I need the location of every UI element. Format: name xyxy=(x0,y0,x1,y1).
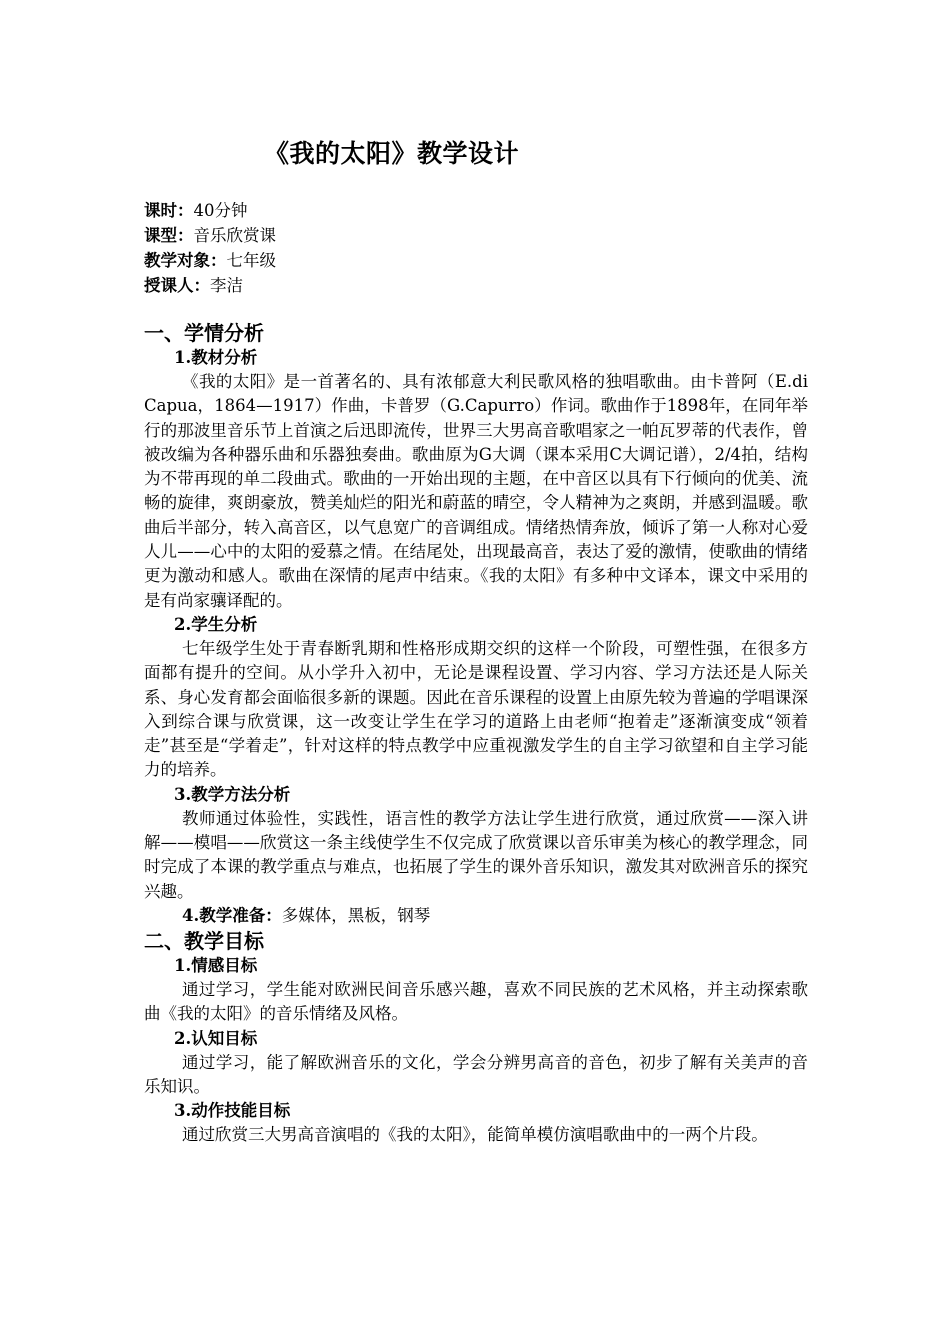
teaching-preparation-label: 4.教学准备： xyxy=(182,905,282,925)
section-heading-objectives: 二、教学目标 xyxy=(144,928,264,953)
paragraph-emotional-goal: 通过学习，学生能对欧洲民间音乐感兴趣，喜欢不同民族的艺术风格，并主动探索歌曲《我的太阳》的音乐情绪及风格。 xyxy=(144,979,808,1024)
meta-teacher xyxy=(144,273,808,298)
paragraph-material-analysis: 《我的太阳》是一首著名的、具有浓郁意大利民歌风格的独唱歌曲。由卡普阿（E.di Capua，1864—1917）作曲，卡普罗（G.Capurro）作词。歌曲作于1898年，在同年举行的那波里音乐节上首演之后迅即流传，世界三大男高音歌唱家之一帕瓦罗蒂的代表作，曾被改编为各种器乐曲和乐器独奏曲。歌曲原为G大调（课本采用C大调记谱），2/4拍，结构为不带再现的单二段曲式。歌曲的一开始出现的主题，在中音区以具有下行倾向的优美、流畅的旋律，爽朗豪放，赞美灿烂的阳光和蔚蓝的晴空，令人精神为之爽朗，并感到温暖。歌曲后半部分，转入高音区，以气息宽广的音调组成。情绪热情奔放，倾诉了第一人称对心爱人儿——心中的太阳的爱慕之情。在结尾处，出现最高音，表达了爱的激情，使歌曲的情绪更为激动和感人。歌曲在深情的尾声中结束。《我的太阳》有多种中文译本，课文中采用的是有尚家骧译配的。 xyxy=(144,372,808,610)
sub-heading-emotional-goal: 1.情感目标 xyxy=(174,955,258,975)
meta-value: 七年级 xyxy=(226,251,276,270)
sub-heading-method-analysis: 3.教学方法分析 xyxy=(174,784,291,804)
paragraph-skill-goal: 通过欣赏三大男高音演唱的《我的太阳》，能简单模仿演唱歌曲中的一两个片段。 xyxy=(182,1125,768,1145)
sub-heading-student-analysis: 2.学生分析 xyxy=(174,614,258,634)
meta-class-type xyxy=(144,223,808,248)
meta-key: 课型： xyxy=(144,226,194,245)
teaching-preparation xyxy=(144,904,808,928)
sub-heading-cognitive-goal: 2.认知目标 xyxy=(174,1028,258,1048)
sub-heading-material-analysis: 1.教材分析 xyxy=(174,348,258,367)
section-heading-analysis: 一、学情分析 xyxy=(144,321,264,345)
paragraph-method-analysis: 教师通过体验性，实践性，语言性的教学方法让学生进行欣赏，通过欣赏——深入讲解——模唱——欣赏这一条主线使学生不仅完成了欣赏课以音乐审美为核心的教学理念，同时完成了本课的教学重点与难点，也拓展了学生的课外音乐知识，激发其对欧洲音乐的探究兴趣。 xyxy=(144,808,808,901)
meta-value: 李洁 xyxy=(210,276,243,295)
meta-key: 教学对象： xyxy=(144,251,227,270)
meta-audience xyxy=(144,248,808,273)
meta-key: 授课人： xyxy=(144,276,210,295)
meta-value: 40分钟 xyxy=(193,201,248,220)
document-body xyxy=(144,198,808,1147)
meta-class-hours xyxy=(144,198,808,223)
teaching-preparation-value: 多媒体，黑板，钢琴 xyxy=(281,905,431,925)
sub-heading-skill-goal: 3.动作技能目标 xyxy=(174,1101,291,1121)
meta-key: 课时： xyxy=(144,201,194,220)
document-title: 《我的太阳》教学设计 xyxy=(264,139,520,168)
paragraph-cognitive-goal: 通过学习，能了解欧洲音乐的文化，学会分辨男高音的音色，初步了解有关美声的音乐知识。 xyxy=(144,1052,808,1096)
paragraph-student-analysis: 七年级学生处于青春断乳期和性格形成期交织的这样一个阶段，可塑性强，在很多方面都有提升的空间。从小学升入初中，无论是课程设置、学习内容、学习方法还是人际关系、身心发育都会面临很多新的课题。因此在音乐课程的设置上由原先较为普遍的学唱课深入到综合课与欣赏课，这一改变让学生在学习的道路上由老师“抱着走”逐渐演变成“领着走”甚至是“学着走”，针对这样的特点教学中应重视激发学生的自主学习欲望和自主学习能力的培养。 xyxy=(144,638,808,780)
meta-value: 音乐欣赏课 xyxy=(193,226,276,245)
